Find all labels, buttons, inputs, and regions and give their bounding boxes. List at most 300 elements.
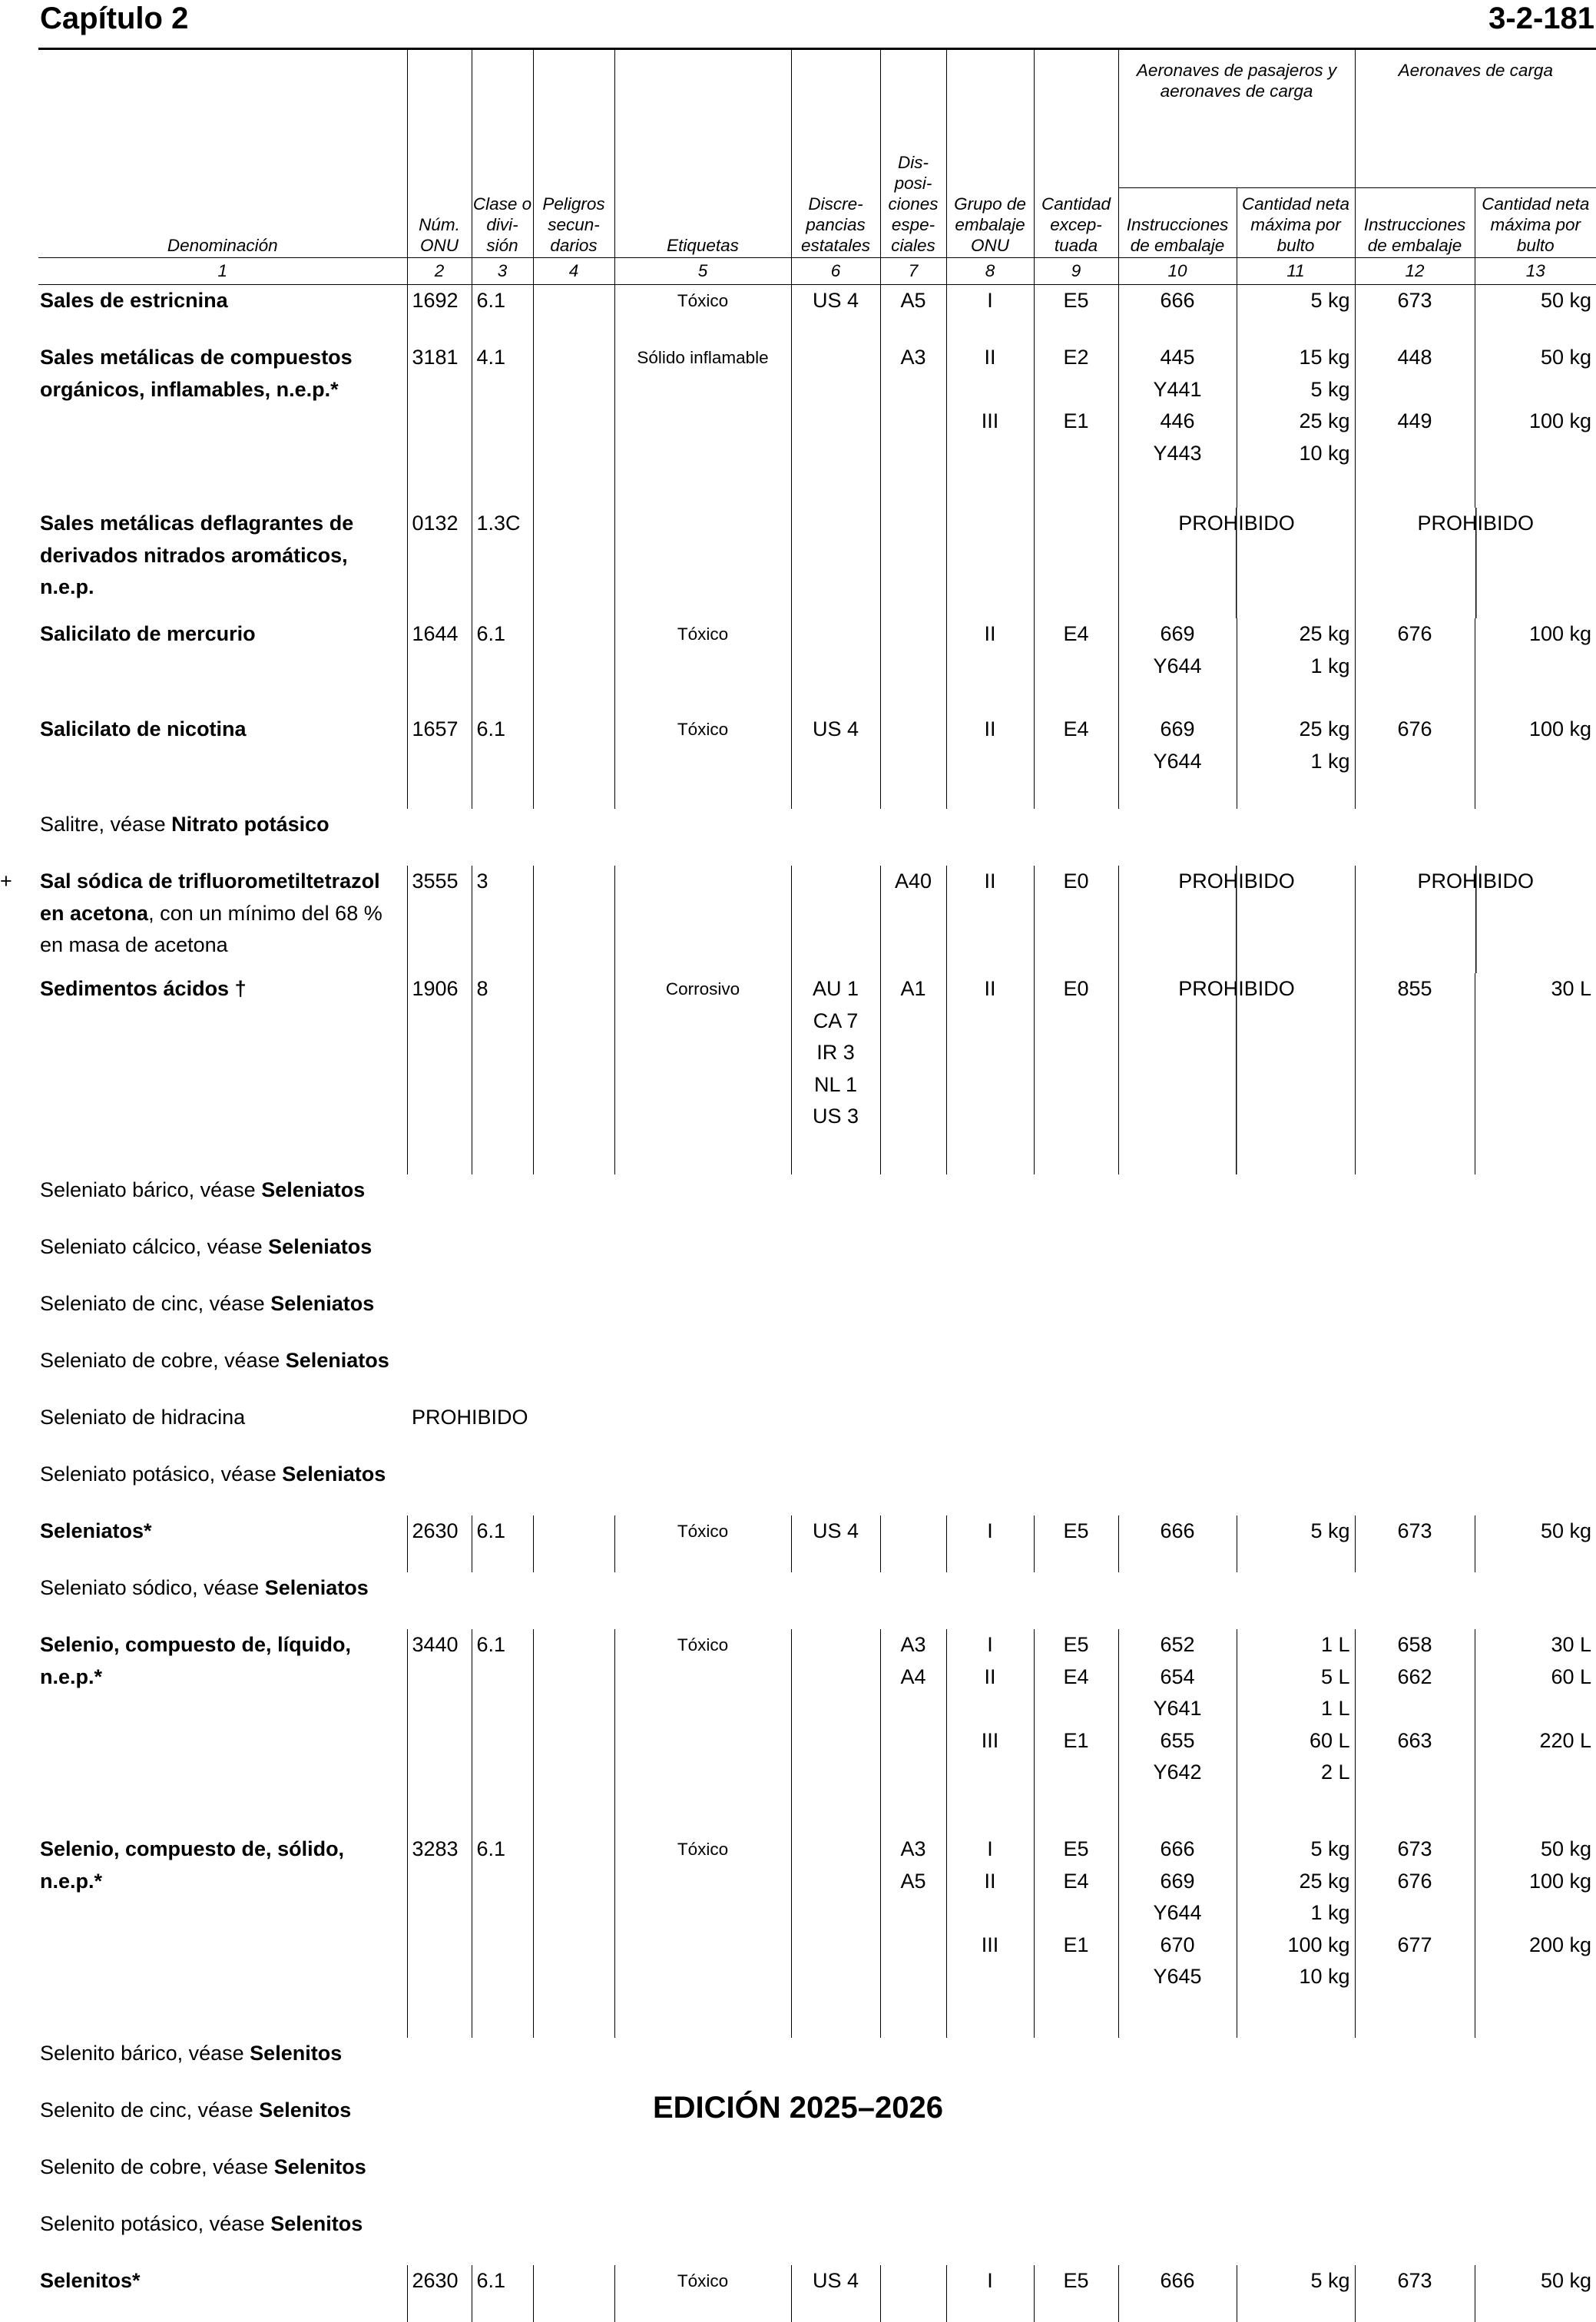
cell-line: US 4: [792, 2265, 880, 2297]
table-row: [38, 1515, 1596, 1572]
col-header-special-provisions: Dis- posi- ciones espe- ciales: [880, 49, 946, 258]
empty-cells: [407, 1459, 1596, 1515]
empty-cells: [407, 2208, 1596, 2265]
cross-reference: Selenitos: [259, 2098, 351, 2122]
cell-line: E4: [1035, 714, 1118, 746]
cell-line: 50 kg: [1475, 342, 1592, 374]
packing-group: [946, 866, 1034, 973]
entry-name-text: Seleniato de cobre, véase: [40, 1349, 286, 1372]
cell-line: 448: [1356, 342, 1475, 374]
cell-line: II: [947, 714, 1034, 746]
table-row: [38, 1459, 1596, 1515]
label: Tóxico: [614, 714, 791, 809]
entry-name-bold: Sedimentos ácidos †: [40, 977, 247, 1000]
label: Tóxico: [614, 618, 791, 714]
cross-reference: Seleniatos: [268, 1235, 372, 1258]
cargo-prohibited: PROHIBIDO: [1355, 508, 1596, 618]
hazard-class: 8: [472, 973, 533, 1174]
empty-cells: [407, 1345, 1596, 1402]
empty-cells: [407, 809, 1596, 866]
packing-group: [946, 285, 1034, 343]
label: Tóxico: [614, 285, 791, 343]
pax-max-quantity: [1237, 342, 1355, 508]
special-provisions: [880, 2265, 946, 2322]
entry-name-text: Salitre, véase: [40, 813, 171, 836]
cargo-max-quantity: [1475, 714, 1596, 809]
entry-name: [38, 2151, 407, 2208]
state-variations: [791, 714, 880, 809]
cell-line: E0: [1035, 973, 1118, 1005]
table-row: [38, 866, 1596, 973]
subsidiary-hazard: [533, 1629, 614, 1833]
cargo-packing-instruction: [1355, 1515, 1475, 1572]
column-number: 7: [880, 258, 946, 285]
packing-group: [946, 508, 1034, 618]
un-number: 3440: [407, 1629, 472, 1833]
cell-line: Y645: [1119, 1961, 1237, 1993]
cell-line: 1 L: [1237, 1629, 1350, 1661]
cell-line: 449: [1356, 406, 1475, 438]
excepted-quantity: [1034, 1833, 1118, 2038]
cell-line: [1475, 1693, 1592, 1725]
un-number: 3555: [407, 866, 472, 973]
un-number: 1644: [407, 618, 472, 714]
entry-name: [38, 1572, 407, 1629]
un-number: 2630: [407, 1515, 472, 1572]
cell-line: III: [947, 406, 1034, 438]
entry-name: [38, 1833, 407, 2038]
special-provisions: [880, 714, 946, 809]
cell-line: 30 L: [1475, 1629, 1592, 1661]
entry-name: [38, 2038, 407, 2095]
cell-line: [1035, 374, 1118, 406]
entry-name: [38, 809, 407, 866]
col-header-excepted-quantity: Cantidad excep- tuada: [1034, 49, 1118, 258]
cell-line: 673: [1356, 1833, 1475, 1866]
excepted-quantity: [1034, 866, 1118, 973]
excepted-quantity: [1034, 508, 1118, 618]
cell-line: E2: [1035, 342, 1118, 374]
special-provisions: [880, 285, 946, 343]
subsidiary-hazard: [533, 714, 614, 809]
amendment-marker: +: [0, 866, 12, 898]
table-row: [38, 1231, 1596, 1288]
col-header-class: Clase o divi- sión: [472, 49, 533, 258]
cell-line: 100 kg: [1475, 618, 1592, 651]
chapter-title: Capítulo 2: [40, 2, 188, 36]
cell-line: 658: [1356, 1629, 1475, 1661]
packing-group: [946, 1833, 1034, 2038]
cell-line: 677: [1356, 1929, 1475, 1962]
entry-name-bold: Seleniatos*: [40, 1519, 152, 1542]
table-row: [38, 714, 1596, 809]
cell-line: [1035, 1897, 1118, 1929]
state-variations: [791, 866, 880, 973]
cell-line: 25 kg: [1237, 618, 1350, 651]
entry-name-bold: Salicilato de nicotina: [40, 717, 247, 740]
packing-group: [946, 1515, 1034, 1572]
table-row: [38, 618, 1596, 714]
special-provisions: [880, 1833, 946, 2038]
cell-line: Y642: [1119, 1757, 1237, 1789]
cell-line: 676: [1356, 714, 1475, 746]
cell-line: II: [947, 866, 1034, 898]
empty-cells: [407, 2038, 1596, 2095]
cargo-packing-instruction: [1355, 1833, 1475, 2038]
subsidiary-hazard: [533, 1833, 614, 2038]
cell-line: 10 kg: [1237, 438, 1350, 470]
entry-name: [38, 2208, 407, 2265]
empty-cells: [407, 1288, 1596, 1345]
cell-line: E1: [1035, 1725, 1118, 1757]
col-header-denominacion: Denominación: [38, 49, 407, 258]
cross-reference: Seleniatos: [270, 1292, 374, 1315]
table-row: [38, 1174, 1596, 1231]
un-prohibited: PROHIBIDO: [407, 1402, 1596, 1459]
pax-packing-instruction: [1118, 2265, 1237, 2322]
column-number: 13: [1475, 258, 1596, 285]
state-variations: [791, 1515, 880, 1572]
table-row: [38, 1833, 1596, 2038]
cross-reference: Selenitos: [250, 2042, 342, 2065]
hazard-class: 6.1: [472, 1515, 533, 1572]
hazard-class: 6.1: [472, 714, 533, 809]
table-row: [38, 809, 1596, 866]
group-header-passenger-aircraft: Aeronaves de pasajeros y aeronaves de carga: [1118, 49, 1355, 188]
hazard-class: 6.1: [472, 1833, 533, 2038]
cell-line: E4: [1035, 1661, 1118, 1694]
cell-line: [1356, 1693, 1475, 1725]
cell-line: US 3: [792, 1101, 880, 1133]
cell-line: 25 kg: [1237, 714, 1350, 746]
packing-group: [946, 342, 1034, 508]
entry-name-bold: Salicilato de mercurio: [40, 622, 256, 645]
cell-line: III: [947, 1725, 1034, 1757]
special-provisions: [880, 1515, 946, 1572]
cell-line: 663: [1356, 1725, 1475, 1757]
table-row: [38, 342, 1596, 508]
cargo-max-quantity: [1475, 342, 1596, 508]
cell-line: 5 kg: [1237, 1515, 1350, 1548]
table-row: [38, 285, 1596, 343]
column-number: 4: [533, 258, 614, 285]
pax-packing-instruction: [1118, 1515, 1237, 1572]
pax-max-quantity: [1237, 1515, 1355, 1572]
label: [614, 866, 791, 973]
packing-group: [946, 714, 1034, 809]
excepted-quantity: [1034, 342, 1118, 508]
cell-line: A4: [881, 1661, 946, 1694]
cell-line: CA 7: [792, 1005, 880, 1038]
entry-name: [38, 714, 407, 809]
cell-line: [947, 374, 1034, 406]
cell-line: A40: [881, 866, 946, 898]
col-header-cargo-packing-instructions: Instrucciones de embalaje: [1355, 188, 1475, 258]
column-number: 2: [407, 258, 472, 285]
table-row: [38, 1402, 1596, 1459]
cell-line: Y641: [1119, 1693, 1237, 1725]
pax-prohibited: PROHIBIDO: [1118, 508, 1355, 618]
pax-max-quantity: [1237, 2265, 1355, 2322]
column-number: 5: [614, 258, 791, 285]
cell-line: I: [947, 1629, 1034, 1661]
cargo-packing-instruction: [1355, 1629, 1475, 1833]
cell-line: I: [947, 1515, 1034, 1548]
entry-name-bold: Selenio, compuesto de, sólido, n.e.p.*: [40, 1837, 344, 1893]
cell-line: 655: [1119, 1725, 1237, 1757]
pax-packing-instruction: [1118, 342, 1237, 508]
subsidiary-hazard: [533, 1515, 614, 1572]
column-number: 12: [1355, 258, 1475, 285]
entry-name-text: Seleniato de cinc, véase: [40, 1292, 270, 1315]
cell-line: 5 kg: [1237, 1833, 1350, 1866]
entry-name-bold: Sal sódica de trifluorometiltetrazol en acetona: [40, 870, 380, 925]
hazard-class: 4.1: [472, 342, 533, 508]
cell-line: 673: [1356, 2265, 1475, 2297]
col-header-packing-group: Grupo de embalaje ONU: [946, 49, 1034, 258]
entry-name: [38, 2265, 407, 2322]
cell-line: E4: [1035, 618, 1118, 651]
subsidiary-hazard: [533, 973, 614, 1174]
cell-line: 676: [1356, 618, 1475, 651]
entry-name-bold: Sales metálicas de compuestos orgánicos, inflamables, n.e.p.*: [40, 346, 353, 401]
cell-line: NL 1: [792, 1069, 880, 1101]
cell-line: 50 kg: [1475, 1833, 1592, 1866]
cell-line: US 4: [792, 1515, 880, 1548]
entry-name-text: Selenito de cinc, véase: [40, 2098, 259, 2122]
cargo-packing-instruction: [1355, 285, 1475, 343]
entry-name: [38, 1288, 407, 1345]
empty-cells: [407, 2151, 1596, 2208]
entry-name: [38, 1231, 407, 1288]
label: [614, 508, 791, 618]
entry-name-text: Selenito potásico, véase: [40, 2212, 270, 2235]
un-number: 3181: [407, 342, 472, 508]
un-number: 1906: [407, 973, 472, 1174]
table-row: [38, 2265, 1596, 2322]
cell-line: 666: [1119, 285, 1237, 317]
table-row: [38, 1345, 1596, 1402]
entry-name-text: Selenito bárico, véase: [40, 2042, 250, 2065]
cell-line: II: [947, 973, 1034, 1005]
cell-line: 25 kg: [1237, 406, 1350, 438]
hazard-class: 3: [472, 866, 533, 973]
cell-line: A1: [881, 973, 946, 1005]
cross-reference: Seleniatos: [286, 1349, 389, 1372]
state-variations: [791, 2265, 880, 2322]
cell-line: E5: [1035, 2265, 1118, 2297]
hazard-class: 6.1: [472, 2265, 533, 2322]
cell-line: Y441: [1119, 374, 1237, 406]
cell-line: 100 kg: [1475, 1866, 1592, 1898]
cell-line: A3: [881, 1833, 946, 1866]
cell-line: A3: [881, 342, 946, 374]
column-number: 3: [472, 258, 533, 285]
cell-line: E1: [1035, 1929, 1118, 1962]
entry-name-text: , con un mínimo del 68 % en masa de acetona: [40, 902, 382, 957]
cell-line: 30 L: [1475, 973, 1592, 1005]
table-row: [38, 1572, 1596, 1629]
cargo-packing-instruction: [1355, 2265, 1475, 2322]
special-provisions: [880, 866, 946, 973]
cell-line: [1035, 1693, 1118, 1725]
column-number: 1: [38, 258, 407, 285]
label: Corrosivo: [614, 973, 791, 1174]
cell-line: Y644: [1119, 1897, 1237, 1929]
cell-line: 1 kg: [1237, 1897, 1350, 1929]
cell-line: 652: [1119, 1629, 1237, 1661]
column-number: 11: [1237, 258, 1355, 285]
cell-line: 25 kg: [1237, 1866, 1350, 1898]
entry-name-text: Seleniato de hidracina: [40, 1406, 245, 1429]
excepted-quantity: [1034, 2265, 1118, 2322]
cargo-packing-instruction: [1355, 973, 1475, 1174]
cell-line: 669: [1119, 1866, 1237, 1898]
cell-line: 1 kg: [1237, 746, 1350, 778]
excepted-quantity: [1034, 1629, 1118, 1833]
entry-name-text: Seleniato cálcico, véase: [40, 1235, 268, 1258]
entry-name: [38, 866, 407, 973]
cell-line: Y644: [1119, 746, 1237, 778]
cell-line: 446: [1119, 406, 1237, 438]
cargo-max-quantity: [1475, 285, 1596, 343]
table-row: [38, 2038, 1596, 2095]
subsidiary-hazard: [533, 508, 614, 618]
state-variations: [791, 342, 880, 508]
entry-name-bold: Selenio, compuesto de, líquido, n.e.p.*: [40, 1633, 351, 1688]
group-header-cargo-aircraft: Aeronaves de carga: [1355, 49, 1596, 188]
cell-line: US 4: [792, 285, 880, 317]
cell-line: 60 L: [1475, 1661, 1592, 1694]
cell-line: 669: [1119, 714, 1237, 746]
pax-max-quantity: [1237, 285, 1355, 343]
packing-group: [946, 1629, 1034, 1833]
cell-line: I: [947, 2265, 1034, 2297]
cargo-packing-instruction: [1355, 714, 1475, 809]
cargo-max-quantity: [1475, 973, 1596, 1174]
cell-line: Y443: [1119, 438, 1237, 470]
cell-line: 654: [1119, 1661, 1237, 1694]
pax-max-quantity: [1237, 618, 1355, 714]
cell-line: 200 kg: [1475, 1929, 1592, 1962]
hazard-class: 6.1: [472, 285, 533, 343]
entry-name-bold: Sales metálicas deflagrantes de derivados nitrados aromáticos, n.e.p.: [40, 512, 353, 598]
cell-line: US 4: [792, 714, 880, 746]
entry-name-text: Seleniato bárico, véase: [40, 1178, 261, 1201]
cell-line: 2 L: [1237, 1757, 1350, 1789]
hazard-class: 1.3C: [472, 508, 533, 618]
pax-max-quantity: [1237, 1629, 1355, 1833]
cell-line: 669: [1119, 618, 1237, 651]
pax-max-quantity: [1237, 714, 1355, 809]
col-header-un-number: Núm. ONU: [407, 49, 472, 258]
cell-line: 5 L: [1237, 1661, 1350, 1694]
cell-line: 666: [1119, 2265, 1237, 2297]
empty-cells: [407, 1174, 1596, 1231]
cell-line: 50 kg: [1475, 285, 1592, 317]
cell-line: [1356, 1897, 1475, 1929]
special-provisions: [880, 1629, 946, 1833]
excepted-quantity: [1034, 285, 1118, 343]
cell-line: [1475, 1897, 1592, 1929]
special-provisions: [880, 508, 946, 618]
cargo-max-quantity: [1475, 1515, 1596, 1572]
excepted-quantity: [1034, 714, 1118, 809]
cell-line: E5: [1035, 1629, 1118, 1661]
cell-line: [1475, 374, 1592, 406]
column-number: 10: [1118, 258, 1237, 285]
empty-cells: [407, 1231, 1596, 1288]
un-number: 3283: [407, 1833, 472, 2038]
cross-reference: Nitrato potásico: [171, 813, 329, 836]
entry-name: [38, 508, 407, 618]
label: Sólido inflamable: [614, 342, 791, 508]
packing-group: [946, 2265, 1034, 2322]
cell-line: A5: [881, 285, 946, 317]
state-variations: [791, 508, 880, 618]
cell-line: 5 kg: [1237, 285, 1350, 317]
cross-reference: Selenitos: [270, 2212, 363, 2235]
entry-name-text: Seleniato sódico, véase: [40, 1576, 265, 1599]
cell-line: [1356, 374, 1475, 406]
pax-packing-instruction: [1118, 285, 1237, 343]
entry-name: [38, 973, 407, 1174]
cell-line: 673: [1356, 1515, 1475, 1548]
entry-name: [38, 1174, 407, 1231]
cell-line: 100 kg: [1475, 714, 1592, 746]
cell-line: 666: [1119, 1515, 1237, 1548]
edition-footer: EDICIÓN 2025–2026: [0, 2091, 1596, 2125]
entry-name-text: Seleniato potásico, véase: [40, 1462, 282, 1486]
label: Tóxico: [614, 2265, 791, 2322]
un-number: 1692: [407, 285, 472, 343]
cell-line: 15 kg: [1237, 342, 1350, 374]
cell-line: 445: [1119, 342, 1237, 374]
dangerous-goods-table: [38, 49, 1596, 2322]
column-number: 8: [946, 258, 1034, 285]
col-header-state-variations: Discre- pancias estatales: [791, 49, 880, 258]
entry-name: [38, 1515, 407, 1572]
cell-line: I: [947, 285, 1034, 317]
cell-line: 1 L: [1237, 1693, 1350, 1725]
cell-line: A5: [881, 1866, 946, 1898]
pax-max-quantity: [1237, 1833, 1355, 2038]
entry-name: [38, 342, 407, 508]
cross-reference: Seleniatos: [282, 1462, 386, 1486]
cargo-max-quantity: [1475, 618, 1596, 714]
state-variations: [791, 618, 880, 714]
table-row: [38, 1288, 1596, 1345]
cell-line: 10 kg: [1237, 1961, 1350, 1993]
entry-name: [38, 1629, 407, 1833]
excepted-quantity: [1034, 618, 1118, 714]
cell-line: 5 kg: [1237, 374, 1350, 406]
cross-reference: Seleniatos: [261, 1178, 365, 1201]
column-number: 6: [791, 258, 880, 285]
special-provisions: [880, 618, 946, 714]
column-number: 9: [1034, 258, 1118, 285]
entry-name: [38, 285, 407, 343]
empty-cells: [407, 1572, 1596, 1629]
un-number: 0132: [407, 508, 472, 618]
cell-line: 100 kg: [1237, 1929, 1350, 1962]
label: Tóxico: [614, 1515, 791, 1572]
cell-line: E1: [1035, 406, 1118, 438]
cell-line: 5 kg: [1237, 2265, 1350, 2297]
table-row: [38, 508, 1596, 618]
hazard-class: 6.1: [472, 618, 533, 714]
cargo-packing-instruction: [1355, 618, 1475, 714]
